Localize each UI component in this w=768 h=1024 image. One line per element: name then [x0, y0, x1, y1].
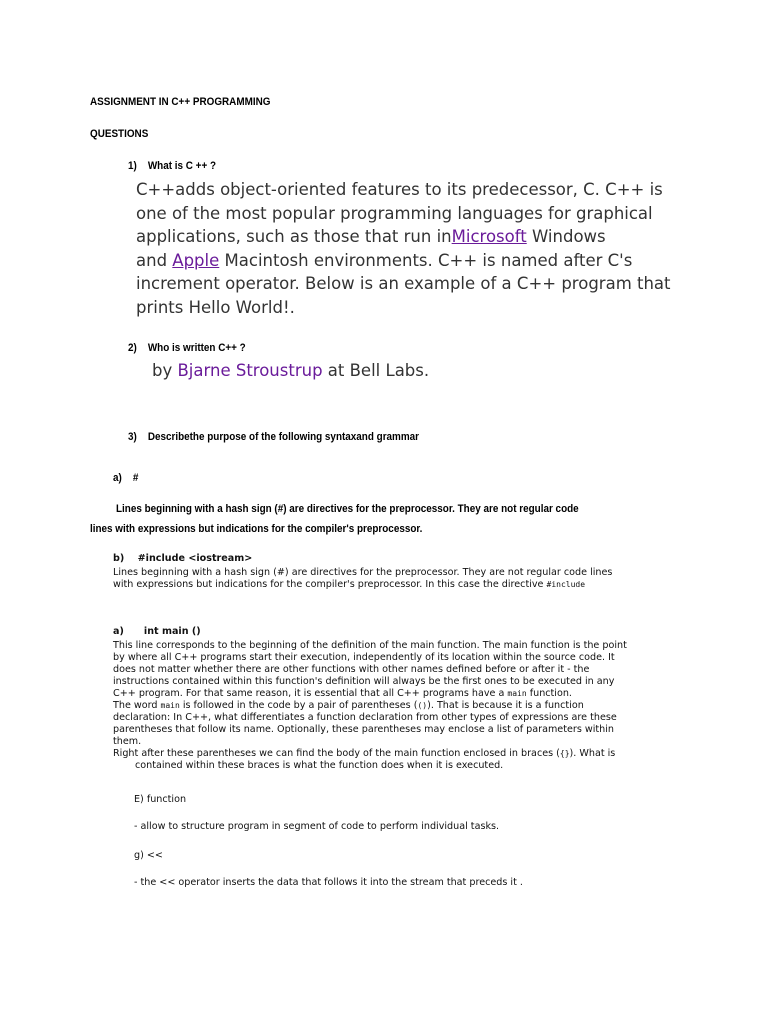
answer-1-line-3: applications, such as those that run inMicrosoft Windows: [136, 227, 606, 246]
question-3: [128, 431, 419, 443]
question-1-text: What is C ++ ?: [147, 160, 217, 172]
question-1: [128, 160, 216, 172]
answer-2: by Bjarne Stroustrup at Bell Labs.: [152, 361, 430, 380]
question-3-text: Describethe purpose of the following syntaxand grammar: [147, 431, 420, 443]
question-3-number: 3): [128, 431, 137, 443]
item-b-include-heading: b) #include <iostream>: [113, 553, 253, 564]
question-2: [128, 342, 246, 354]
include-desc: Lines beginning with a hash sign (#) are directives for the preprocessor. They are not regular code lines with expressions but indications for the compiler's preprocessor. In this case the directive #include: [113, 567, 613, 590]
microsoft-link[interactable]: Microsoft: [451, 227, 527, 246]
item-g-operator-desc: - the << operator inserts the data that follows it into the stream that preceds it .: [134, 877, 523, 888]
item-a-hash: a) #: [113, 472, 139, 484]
answer-1-line-6: prints Hello World!.: [136, 297, 295, 317]
apple-link[interactable]: Apple: [172, 250, 220, 270]
answer-1-line-1: C++adds object-oriented features to its predecessor, C. C++ is: [136, 180, 663, 199]
item-main-heading: a) int main (): [113, 626, 201, 637]
answer-1: [136, 178, 671, 319]
hash-desc-line-2: lines with expressions but indications for the compiler's preprocessor.: [90, 523, 423, 535]
item-e-function-desc: - allow to structure program in segment of code to perform individual tasks.: [134, 821, 500, 832]
question-2-text: Who is written C++ ?: [147, 342, 246, 354]
answer-1-line-4: and Apple Macintosh environments. C++ is named after C's: [136, 250, 633, 270]
stroustrup-link[interactable]: Bjarne Stroustrup: [177, 361, 323, 380]
questions-heading: QUESTIONS: [90, 128, 149, 140]
main-desc: This line corresponds to the beginning of the definition of the main function. The main function is the point by where all C++ programs start their execution, independently of its location within the source code. It does not matter whether there are other functions with other names defined before or after it - the instructions contained within this function's definition will always be the first ones to be executed in any C++ program. For that same reason, it is essential that all C++ programs have a main function. The word main is followed in the code by a pair of parentheses (()). That is because it is a function declaration: In C++, what differentiates a function declaration from other types of expressions are these parentheses that follow its name. Optionally, these parentheses may enclose a list of parameters within them. Right after these parentheses we can find the body of the main function enclosed in braces ({}). What is contained within these braces is what the function does when it is executed.: [113, 640, 627, 771]
item-g-operator-label: g) <<: [134, 850, 163, 861]
question-2-number: 2): [128, 342, 137, 354]
item-e-function-label: E) function: [134, 794, 187, 805]
answer-1-line-2: one of the most popular programming languages for graphical: [136, 203, 653, 223]
question-1-number: 1): [128, 160, 137, 172]
document-title: ASSIGNMENT IN C++ PROGRAMMING: [90, 96, 271, 108]
hash-desc-line-1: Lines beginning with a hash sign (#) are directives for the preprocessor. They are not regular code: [116, 503, 579, 515]
answer-1-line-5: increment operator. Below is an example of a C++ program that: [136, 274, 671, 293]
